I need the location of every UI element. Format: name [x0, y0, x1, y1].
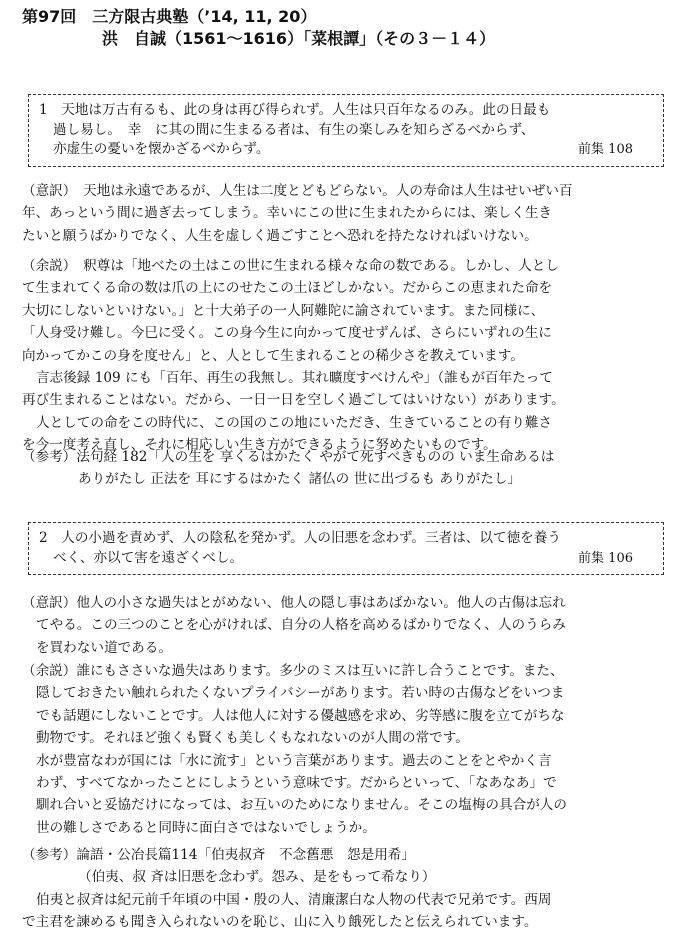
reference-2: [22, 844, 682, 934]
translation-2: [22, 592, 682, 659]
source-ref: 前集 108: [578, 142, 633, 157]
text-line: （余説） 釈尊は「地べたの土はこの世に生まれる様々な命の数である。しかし、人とし: [22, 258, 559, 274]
text-line: を買わない道である。: [36, 639, 172, 656]
text-line: てやる。この三つのことを心がければ、自分の人格を高めるばかりでなく、人のうらみ: [36, 617, 566, 634]
text-line: （伯夷、叔 斉は旧悪を念わず。怨み、是をもって希なり）: [78, 869, 436, 886]
text-line: 水が豊富なわが国には「水に流す」という言葉があります。過去のことをとやかく言: [36, 752, 552, 769]
text-line: （余説）誰にもささいな過失はあります。多少のミスは互いに許し合うことです。また、: [22, 663, 564, 679]
quote-line-text: 亦虚生の憂いを懐かざるべからず。: [53, 141, 270, 157]
text-line: 動物です。それほど強くも賢くも美しくもなれないのが人間の常です。: [36, 730, 469, 747]
text-line: 「人身受け難し。今巳に受く。この身今生に向かって度せずんば、さらにいずれの生に: [22, 325, 552, 342]
text-line: 人としての命をこの時代に、この国のこの地にいただき、生きていることの有り難さ: [36, 414, 553, 431]
text-line: 大切にしないといけない。」と十大弟子の一人阿難陀に諭されています。また同様に、: [22, 302, 545, 319]
text-line: 伯夷と叔斉は紀元前千年頃の中国・殷の人、清廉潔白な人物の代表で兄弟です。西周: [36, 891, 552, 908]
text-line: たいと願うばかりでなく、人生を虚しく過ごすことへ恐れを持たなければいけない。: [22, 227, 538, 244]
text-line: 馴れ合いと妥協だけになっては、お互いのためになりません。そこの塩梅の具合が人の: [36, 797, 567, 814]
source-ref: 前集 106: [578, 550, 633, 566]
commentary-1: [22, 255, 682, 457]
text-line: で主君を諫めるも聞き入られないのを恥じ、山に入り餓死したと伝えられています。: [22, 914, 538, 931]
text-line: 再び生まれることはない。だから、一日一日を空しく過ごしてはいけない）があります。: [22, 392, 565, 409]
quote-line: 1 天地は万古有るも、此の身は再び得られず。人生は只百年なるのみ。此の日最も: [39, 102, 551, 118]
text-line: でも話題にしないことです。人は他人に対する優越感を求め、劣等感に腹を立てがちな: [36, 707, 565, 724]
lecture-subtitle: 洪 自誠（1561～1616）「菜根譚」（その３－１４）: [102, 29, 496, 48]
text-line: 向かってかこの身を度せん」と、人として生まれることの稀少さを教えています。: [22, 347, 524, 364]
text-line: ありがたし 正法を 耳にするはかたく 諸仏の 世に出づるも ありがたし」: [78, 471, 522, 488]
quote-line: 2 人の小過を責めず、人の陰私を発かず。人の旧悪を念わず。三者は、以て徳を養う: [39, 530, 561, 546]
text-line: 言志後録 109 にも「百年、再生の我無し。其れ曠度すべけんや」（誰もが百年たって: [36, 370, 553, 387]
quote-line: 過し易し。 幸 に其の間に生まるる者は、有生の楽しみを知らざるべからず、: [53, 121, 535, 138]
quote-box-1: [28, 94, 664, 167]
text-line: 年、あっという間に過ぎ去ってしまう。幸いにこの世に生まれたからには、楽しく生き: [22, 205, 553, 222]
text-line: （意訳）他人の小さな過失はとがめない、他人の隠し事はあばかない。他人の古傷は忘れ: [22, 595, 566, 611]
text-line: を今一度考え直し、それに相応しい生き方ができるように努めたいものです。: [22, 437, 497, 454]
lecture-title: 第97回 三方限古典塾（’14, 11, 20）: [22, 7, 317, 26]
text-line: （意訳） 天地は永遠であるが、人生は二度とどもどらない。人の寿命は人生はせいぜい百: [22, 183, 573, 199]
text-line: （参考）法句経 182「人の生を 享くるはかたく やがて死すべきものの いま生命あるは: [22, 449, 555, 465]
commentary-2: [22, 660, 682, 839]
text-line: （参考）論語・公冶長篇114「伯夷叔斉 不念舊悪 怨是用希」: [22, 847, 415, 863]
text-line: て生まれてくる命の数は爪の上にのせたこの土ほどしかない。だからこの恵まれた命を: [22, 280, 553, 297]
quote-box-2: [28, 522, 664, 575]
translation-1: [22, 180, 682, 247]
text-line: 世の難しさであると同時に面白さではないでしょうか。: [36, 819, 376, 836]
quote-line: [39, 549, 653, 569]
reference-1: [22, 446, 682, 491]
text-line: 隠しておきたい触れられたくないプライバシーがあります。若い時の古傷などをいつま: [36, 685, 565, 702]
quote-line: [39, 140, 653, 160]
page-header: [22, 6, 682, 50]
quote-line-text: べく、亦以て害を遠ざくべし。: [53, 549, 244, 566]
text-line: わず、すべてなかったことにしようという意味です。だからといって、「なあなあ」で: [36, 775, 557, 792]
